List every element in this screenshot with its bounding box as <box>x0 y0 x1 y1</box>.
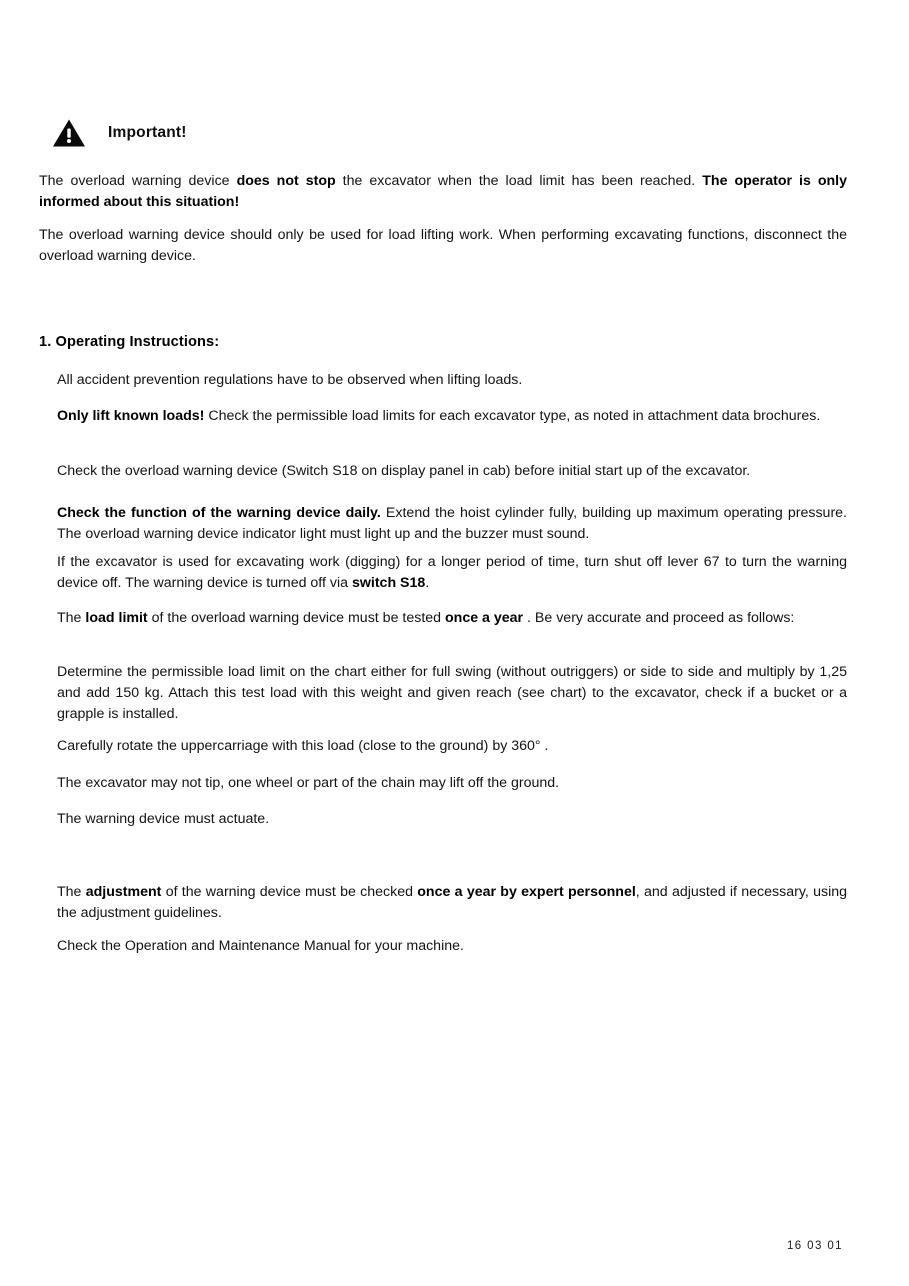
rich-text: Determine the permissible load limit on the chart either for full swing (without outriggers) or side to side and multiply by 1,25 and add 150 kg. Attach this test load with this weight and given reach (see chart) to the excavator, check if a bucket or a grapple is installed. <box>57 664 847 722</box>
important-label: Important! <box>108 124 187 141</box>
rich-text: The overload warning device should only be used for load lifting work. When performing excavating functions, disconnect the overload warning device. <box>39 227 847 264</box>
rich-text: The warning device must actuate. <box>57 811 270 827</box>
section-heading-operating-instructions: 1. Operating Instructions: <box>39 334 220 350</box>
important-warning-header <box>52 118 187 148</box>
instruction-annual-adjustment-check <box>57 882 847 924</box>
rich-text: The load limit of the overload warning device must be tested once a year . Be very accurate and proceed as follows: <box>57 610 795 626</box>
instruction-annual-load-limit-test <box>57 608 847 629</box>
warning-triangle-icon <box>52 118 86 148</box>
instruction-digging-shut-off <box>57 552 847 594</box>
rich-text: Carefully rotate the uppercarriage with this load (close to the ground) by 360° . <box>57 738 549 754</box>
instruction-device-must-actuate <box>57 809 847 830</box>
instruction-only-lift-known-loads <box>57 406 847 427</box>
page-footer-code: 16 03 01 <box>787 1240 843 1252</box>
instruction-check-before-start-up <box>57 461 847 482</box>
rich-text: Check the Operation and Maintenance Manual for your machine. <box>57 938 464 954</box>
rich-text: Only lift known loads! Check the permissible load limits for each excavator type, as noted in attachment data brochures. <box>57 408 821 424</box>
instruction-rotate-uppercarriage <box>57 736 847 757</box>
rich-text: The excavator may not tip, one wheel or part of the chain may lift off the ground. <box>57 775 560 791</box>
rich-text: If the excavator is used for excavating work (digging) for a longer period of time, turn shut off lever 67 to turn the warning device off. The warning device is turned off via switch S18. <box>57 554 847 591</box>
instruction-check-manual <box>57 936 847 957</box>
rich-text: All accident prevention regulations have to be observed when lifting loads. <box>57 372 523 388</box>
warning-paragraph-load-lifting-only <box>39 225 847 267</box>
instruction-daily-function-check <box>57 503 847 545</box>
rich-text: The adjustment of the warning device must be checked once a year by expert personnel, and adjusted if necessary, using the adjustment guidelines. <box>57 884 847 921</box>
instruction-determine-load-limit <box>57 662 847 725</box>
instruction-accident-prevention <box>57 370 847 391</box>
warning-paragraph-does-not-stop <box>39 171 847 213</box>
rich-text: The overload warning device does not stop the excavator when the load limit has been reached. The operator is only informed about this situation! <box>39 173 847 210</box>
rich-text: Check the overload warning device (Switch S18 on display panel in cab) before initial start up of the excavator. <box>57 463 751 479</box>
rich-text: Check the function of the warning device daily. Extend the hoist cylinder fully, building up maximum operating pressure. The overload warning device indicator light must light up and the buzzer must sound. <box>57 505 847 542</box>
instruction-may-not-tip <box>57 773 847 794</box>
